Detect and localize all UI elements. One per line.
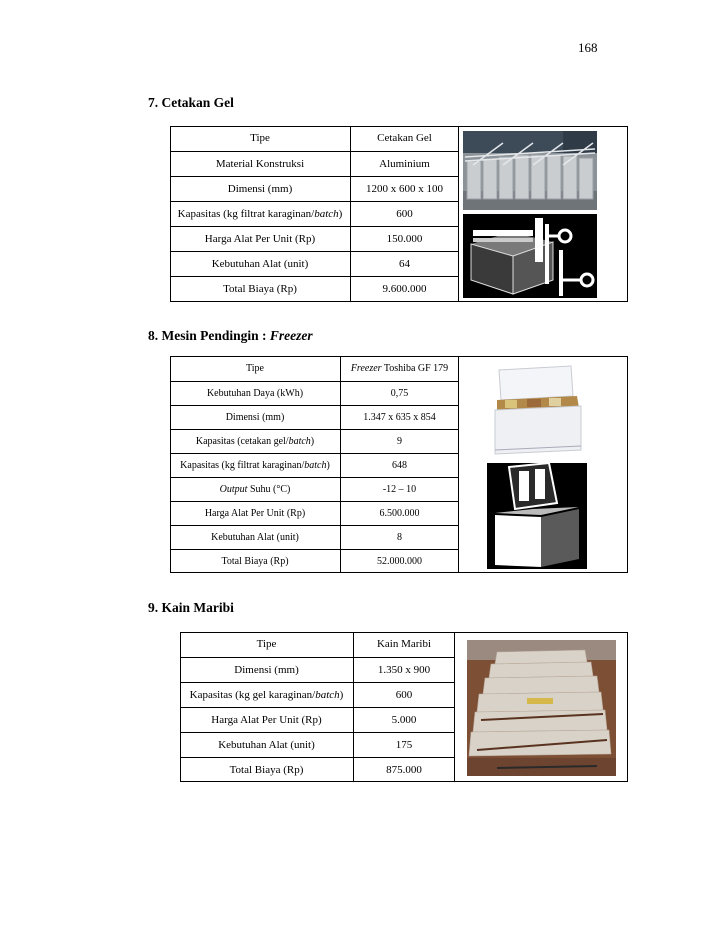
gel-mold-photo: [463, 131, 597, 210]
table-cell-value: 1200 x 600 x 100: [351, 176, 459, 201]
table-cell-value: 64: [351, 251, 459, 276]
table-cell-value: 9: [341, 429, 459, 453]
freezer-drawing: [487, 463, 587, 569]
table-cell-value: 648: [341, 453, 459, 477]
table-cell-value: Aluminium: [351, 151, 459, 176]
table-cell-label: Output Suhu (°C): [170, 477, 341, 501]
table-cell-value: 0,75: [341, 381, 459, 405]
spec-table-freezer: [170, 356, 458, 573]
table-cell-value: 175: [354, 732, 455, 757]
table-cell-value: 8: [341, 525, 459, 549]
table-cell-label: Total Biaya (Rp): [170, 276, 351, 301]
table-cell-label: Harga Alat Per Unit (Rp): [170, 226, 351, 251]
table-cell-label: Tipe: [250, 132, 270, 145]
table-cell-label: Harga Alat Per Unit (Rp): [170, 501, 341, 525]
table-cell-value: 1.347 x 635 x 854: [341, 405, 459, 429]
table-cell-value: 52.000.000: [341, 549, 459, 573]
section-heading-freezer: 8. Mesin Pendingin : Freezer: [148, 328, 313, 343]
table-cell-label: Kebutuhan Alat (unit): [170, 251, 351, 276]
table-cell-label: Kapasitas (kg filtrat karaginan/batch): [170, 453, 341, 477]
table-cell-label: Tipe: [256, 638, 277, 651]
table-cell-value: 9.600.000: [351, 276, 459, 301]
table-cell-label: Dimensi (mm): [170, 405, 341, 429]
table-divider: [458, 356, 459, 573]
table-cell-value: 150.000: [351, 226, 459, 251]
table-cell-label: Kapasitas (kg filtrat karaginan/batch): [170, 201, 351, 226]
table-cell-label: Kebutuhan Alat (unit): [180, 732, 354, 757]
table-cell-label: Dimensi (mm): [170, 176, 351, 201]
table-cell-label: Kapasitas (kg gel karaginan/batch): [180, 682, 354, 707]
table-cell-value: 875.000: [354, 757, 455, 782]
kain-maribi-photo: [467, 640, 616, 776]
spec-table-kain-maribi: [180, 632, 454, 782]
table-cell-label: Kebutuhan Daya (kWh): [170, 381, 341, 405]
table-cell-value: Kain Maribi: [354, 632, 455, 657]
table-cell-label: Dimensi (mm): [180, 657, 354, 682]
table-cell-value: 600: [351, 201, 459, 226]
table-cell-value: 1.350 x 900: [354, 657, 455, 682]
table-divider: [454, 632, 455, 782]
freezer-photo: [487, 362, 587, 456]
section-heading-cetakan-gel: 7. Cetakan Gel: [148, 95, 234, 110]
table-cell-label: Tipe: [246, 362, 264, 374]
table-cell-value: 5.000: [354, 707, 455, 732]
table-cell-value: -12 – 10: [341, 477, 459, 501]
table-divider: [458, 126, 459, 302]
spec-table-cetakan-gel: [170, 126, 458, 301]
table-cell-label: Kebutuhan Alat (unit): [170, 525, 341, 549]
table-cell-value: 6.500.000: [341, 501, 459, 525]
table-cell-value: 600: [354, 682, 455, 707]
table-cell-value: Cetakan Gel: [351, 126, 459, 151]
table-cell-label: Material Konstruksi: [170, 151, 351, 176]
page-number: 168: [578, 40, 598, 55]
section-heading-kain-maribi: 9. Kain Maribi: [148, 600, 234, 615]
table-cell-label: Total Biaya (Rp): [180, 757, 354, 782]
table-cell-label: Harga Alat Per Unit (Rp): [180, 707, 354, 732]
table-cell-label: Total Biaya (Rp): [170, 549, 341, 573]
table-cell-value: Freezer Toshiba GF 179: [341, 356, 459, 381]
table-cell-label: Kapasitas (cetakan gel/batch): [170, 429, 341, 453]
gel-mold-drawing: [463, 214, 597, 298]
